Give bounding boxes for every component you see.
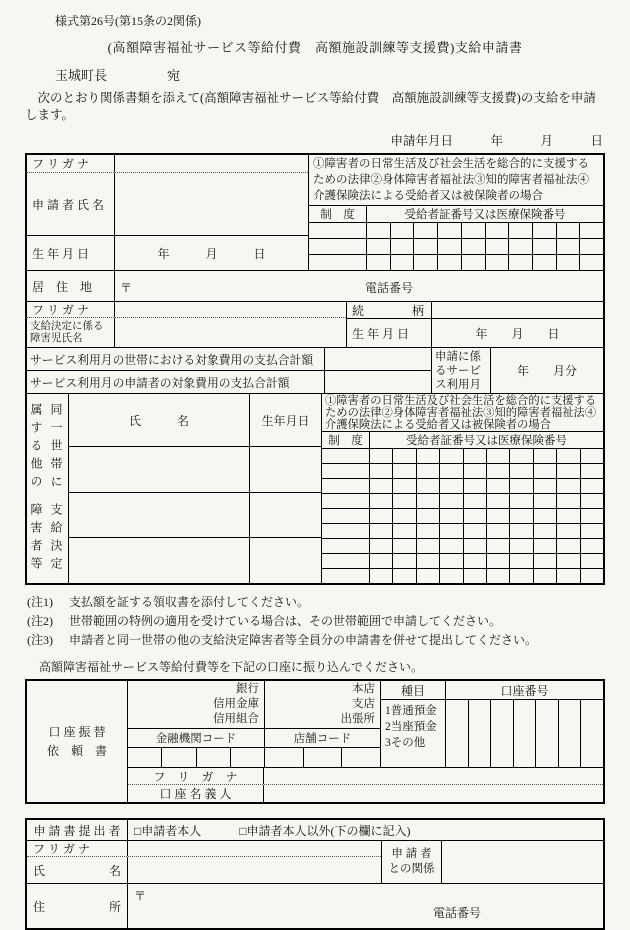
digit-box[interactable] — [416, 524, 439, 538]
digit-box[interactable] — [463, 479, 486, 493]
digit-box[interactable] — [392, 554, 415, 568]
applicant-total-label: サービス利用月の申請者の対象費用の支払合計額 — [27, 371, 325, 393]
note-item — [27, 593, 605, 612]
household-system-header: 制 度 — [328, 435, 363, 447]
branch-type-option: 出張所 — [340, 713, 375, 725]
child-section — [27, 301, 603, 347]
bank-type-option: 信用組合 — [213, 713, 259, 725]
digit-box[interactable] — [446, 700, 468, 767]
digit-box[interactable] — [580, 479, 603, 493]
digit-box[interactable] — [392, 569, 415, 583]
digit-box[interactable] — [439, 464, 462, 478]
system-code-input[interactable] — [322, 479, 369, 493]
digit-box[interactable] — [416, 539, 439, 553]
digit-box[interactable] — [439, 494, 462, 508]
digit-box[interactable] — [580, 700, 603, 767]
digit-box[interactable] — [369, 539, 392, 553]
system-code-input[interactable] — [309, 255, 366, 270]
digit-box[interactable] — [416, 494, 439, 508]
note-text: 支払額を証する領収書を添付してください。 — [69, 595, 310, 609]
digit-box[interactable] — [392, 524, 415, 538]
digit-row — [322, 463, 603, 478]
digit-box[interactable] — [369, 449, 392, 463]
digit-box[interactable] — [509, 524, 532, 538]
child-furigana-input[interactable] — [115, 302, 346, 317]
branch-code-boxes — [265, 747, 380, 767]
applicant-total-input[interactable] — [325, 371, 431, 393]
digit-box[interactable] — [556, 464, 579, 478]
note-item — [27, 631, 605, 650]
household-cert-number-header: 受給者証番号又は医療保険番号 — [369, 432, 603, 448]
account-furigana-input[interactable] — [264, 768, 603, 784]
account-holder-input[interactable] — [264, 785, 603, 802]
branch-name-input[interactable] — [265, 681, 380, 728]
digit-box[interactable] — [579, 255, 603, 270]
digit-box[interactable] — [556, 255, 580, 270]
digit-box[interactable] — [508, 239, 532, 254]
system-code-input[interactable] — [309, 239, 366, 254]
digit-box[interactable] — [486, 554, 509, 568]
household-total-input[interactable] — [325, 348, 431, 370]
residence-label: 居 住 地 — [27, 271, 115, 301]
digit-box[interactable] — [486, 449, 509, 463]
relation-input[interactable] — [432, 302, 603, 318]
child-name-input[interactable] — [115, 318, 346, 347]
digit-box[interactable] — [580, 509, 603, 523]
service-month-input[interactable]: 年 月分 — [516, 364, 577, 378]
application-date-line: 申請年月日 年 月 日 — [390, 134, 603, 148]
digit-box[interactable] — [416, 449, 439, 463]
digit-box[interactable] — [128, 748, 161, 767]
system-code-input[interactable] — [322, 524, 369, 538]
submitter-name-input[interactable] — [128, 857, 381, 883]
note-text: 世帯範囲の特例の適用を受けている場合は、その世帯範囲で申請してください。 — [69, 614, 502, 628]
household-digit-grid — [322, 448, 603, 583]
applicant-digit-grid — [309, 222, 603, 270]
digit-box[interactable] — [463, 569, 486, 583]
digit-box[interactable] — [533, 464, 556, 478]
digit-row — [322, 508, 603, 523]
digit-box[interactable] — [533, 524, 556, 538]
system-code-input[interactable] — [322, 539, 369, 553]
account-holder-label: 口 座 名 義 人 — [128, 785, 264, 802]
account-type-option[interactable]: 3その他 — [385, 737, 426, 749]
digit-box[interactable] — [556, 449, 579, 463]
form-number: 様式第26号(第15条の2関係) — [55, 14, 201, 28]
digit-box[interactable] — [463, 554, 486, 568]
digit-box[interactable] — [437, 223, 461, 238]
digit-box[interactable] — [556, 479, 579, 493]
digit-row — [309, 222, 603, 238]
digit-box[interactable] — [509, 464, 532, 478]
digit-box[interactable] — [439, 479, 462, 493]
applicant-legal-notice: ①障害者の日常生活及び社会生活を総合的に支援するための法律②身体障害者福祉法③知的障害者福祉法④介護保険法による受給者又は被保険者の場合 — [313, 158, 589, 202]
vertical-label-line-left: 支給決定障害者等 — [29, 502, 63, 575]
submitter-address-input[interactable] — [128, 884, 603, 928]
digit-box[interactable] — [486, 524, 509, 538]
digit-box[interactable] — [556, 554, 579, 568]
applicant-cert-number-header: 受給者証番号又は医療保険番号 — [366, 206, 603, 222]
digit-box[interactable] — [556, 509, 579, 523]
digit-box[interactable] — [230, 748, 264, 767]
digit-box[interactable] — [413, 239, 437, 254]
digit-box[interactable] — [392, 479, 415, 493]
digit-box[interactable] — [461, 239, 485, 254]
digit-box[interactable] — [369, 494, 392, 508]
digit-box[interactable] — [369, 524, 392, 538]
digit-box[interactable] — [486, 509, 509, 523]
digit-box[interactable] — [366, 239, 390, 254]
notes-list — [25, 593, 605, 650]
digit-box[interactable] — [533, 479, 556, 493]
account-type-options[interactable] — [381, 699, 445, 767]
addressee-line — [55, 65, 605, 84]
system-code-input[interactable] — [322, 554, 369, 568]
note-number: (注3) — [27, 633, 53, 647]
digit-box[interactable] — [390, 255, 414, 270]
digit-box[interactable] — [366, 223, 390, 238]
digit-box[interactable] — [533, 509, 556, 523]
digit-box[interactable] — [579, 223, 603, 238]
account-number-header: 口座番号 — [500, 683, 549, 698]
digit-box[interactable] — [485, 223, 509, 238]
digit-box[interactable] — [463, 464, 486, 478]
member-birthdate-input[interactable] — [250, 537, 321, 583]
digit-row — [322, 568, 603, 583]
account-type-option[interactable]: 2当座預金 — [385, 721, 437, 733]
member-name-input[interactable] — [69, 446, 249, 492]
digit-box[interactable] — [366, 255, 390, 270]
applicant-furigana-label: フ リ ガ ナ — [27, 155, 115, 172]
account-number-boxes — [446, 699, 603, 767]
digit-row — [322, 553, 603, 568]
household-vertical-label — [27, 394, 69, 583]
digit-box[interactable] — [580, 464, 603, 478]
submitter-relation-input[interactable] — [441, 841, 603, 883]
digit-box[interactable] — [509, 554, 532, 568]
digit-box[interactable] — [413, 223, 437, 238]
digit-box[interactable] — [341, 748, 380, 767]
digit-row — [322, 523, 603, 538]
digit-box[interactable] — [416, 569, 439, 583]
digit-box[interactable] — [508, 223, 532, 238]
member-name-header: 氏 名 — [128, 413, 189, 428]
digit-box[interactable] — [532, 239, 556, 254]
digit-box[interactable] — [556, 223, 580, 238]
digit-box[interactable] — [486, 569, 509, 583]
note-text: 申請者と同一世帯の他の支給決定障害者等全員分の申請書を併せて提出してください。 — [69, 633, 538, 647]
digit-box[interactable] — [556, 539, 579, 553]
bank-type-option: 信用金庫 — [213, 698, 259, 710]
digit-box[interactable] — [509, 569, 532, 583]
bank-type-option: 銀行 — [236, 683, 259, 695]
submitter-table — [25, 818, 605, 930]
digit-box[interactable] — [558, 700, 581, 767]
member-birthdate-input[interactable] — [250, 492, 321, 538]
branch-type-option: 支店 — [352, 698, 375, 710]
digit-box[interactable] — [490, 700, 513, 767]
branch-type-option: 本店 — [352, 683, 375, 695]
digit-box[interactable] — [392, 539, 415, 553]
digit-box[interactable] — [392, 494, 415, 508]
bank-code-boxes — [128, 747, 264, 767]
digit-box[interactable] — [486, 464, 509, 478]
digit-box[interactable] — [580, 524, 603, 538]
vertical-label-line-right: 同一世帯に属する他の — [29, 403, 63, 494]
system-code-input[interactable] — [322, 569, 369, 583]
applicant-name-input[interactable] — [115, 173, 308, 235]
digit-box[interactable] — [416, 479, 439, 493]
submitter-relation-label: 申 請 者 との関係 — [381, 841, 441, 883]
digit-box[interactable] — [485, 239, 509, 254]
digit-box[interactable] — [439, 449, 462, 463]
account-type-option[interactable]: 1普通預金 — [385, 705, 437, 717]
addressee-name: 玉城町長 — [55, 68, 108, 83]
digit-box[interactable] — [580, 569, 603, 583]
digit-box[interactable] — [303, 748, 342, 767]
body-paragraph: 次のとおり関係書類を添えて(高額障害福祉サービス等給付費 高額施設訓練等支援費)の支給を申請します。 — [25, 91, 596, 122]
applicant-furigana-input[interactable] — [115, 155, 308, 172]
digit-box[interactable] — [509, 509, 532, 523]
digit-box[interactable] — [508, 255, 532, 270]
digit-box[interactable] — [556, 524, 579, 538]
branch-code-label: 店舗コード — [265, 728, 380, 747]
system-code-input[interactable] — [322, 509, 369, 523]
digit-box[interactable] — [416, 464, 439, 478]
system-code-input[interactable] — [322, 464, 369, 478]
submitter-row-label: 申 請 書 提 出 者 — [27, 820, 128, 840]
digit-box[interactable] — [265, 748, 303, 767]
digit-box[interactable] — [509, 449, 532, 463]
digit-box[interactable] — [390, 239, 414, 254]
digit-box[interactable] — [533, 554, 556, 568]
digit-box[interactable] — [369, 464, 392, 478]
digit-row — [322, 538, 603, 553]
digit-box[interactable] — [580, 449, 603, 463]
digit-box[interactable] — [486, 479, 509, 493]
digit-box[interactable] — [535, 700, 558, 767]
relation-label: 続 柄 — [347, 302, 432, 318]
digit-box[interactable] — [392, 509, 415, 523]
digit-box[interactable] — [461, 255, 485, 270]
digit-box[interactable] — [463, 509, 486, 523]
child-furigana-label: フ リ ガ ナ — [27, 302, 115, 317]
digit-row — [322, 493, 603, 508]
payment-totals-section — [27, 347, 603, 393]
digit-box[interactable] — [485, 255, 509, 270]
digit-box[interactable] — [439, 539, 462, 553]
digit-box[interactable] — [439, 524, 462, 538]
member-name-input[interactable] — [69, 492, 249, 538]
digit-box[interactable] — [369, 554, 392, 568]
submitter-furigana-label: フ リ ガ ナ — [27, 841, 128, 856]
digit-box[interactable] — [196, 748, 230, 767]
digit-box[interactable] — [580, 554, 603, 568]
digit-box[interactable] — [161, 748, 195, 767]
note-item — [27, 612, 605, 631]
system-code-input[interactable] — [309, 223, 366, 238]
member-birthdate-header: 生年月日 — [261, 413, 310, 428]
system-code-input[interactable] — [322, 449, 369, 463]
digit-box[interactable] — [509, 494, 532, 508]
bank-transfer-table — [25, 679, 605, 804]
digit-box[interactable] — [392, 464, 415, 478]
digit-box[interactable] — [463, 524, 486, 538]
digit-box[interactable] — [533, 569, 556, 583]
addressee-suffix: 宛 — [167, 68, 181, 83]
digit-box[interactable] — [533, 539, 556, 553]
digit-box[interactable] — [463, 449, 486, 463]
postal-mark: 〒 — [120, 281, 133, 295]
system-code-input[interactable] — [322, 494, 369, 508]
digit-box[interactable] — [439, 569, 462, 583]
digit-box[interactable] — [369, 509, 392, 523]
digit-box[interactable] — [556, 569, 579, 583]
child-birthdate-label: 生 年 月 日 — [347, 319, 432, 347]
phone-label: 電話番号 — [365, 281, 414, 295]
bank-table-label: 口 座 振 替 依 頼 書 — [27, 681, 128, 802]
digit-box[interactable] — [532, 255, 556, 270]
checkbox-option-self[interactable]: □申請者本人 — [134, 823, 202, 838]
digit-box[interactable] — [463, 539, 486, 553]
postal-mark: 〒 — [134, 889, 147, 903]
applicant-birthdate-label: 生 年 月 日 — [27, 236, 115, 270]
main-application-table — [25, 153, 605, 585]
digit-box[interactable] — [416, 509, 439, 523]
bank-instruction: 高額障害福祉サービス等給付費等を下記の口座に振り込んでください。 — [39, 660, 424, 674]
digit-row — [322, 448, 603, 463]
digit-row — [309, 238, 603, 254]
digit-box[interactable] — [416, 554, 439, 568]
phone-label: 電話番号 — [433, 906, 482, 920]
residence-row — [27, 270, 603, 301]
digit-box[interactable] — [556, 494, 579, 508]
digit-box[interactable] — [413, 255, 437, 270]
digit-box[interactable] — [463, 494, 486, 508]
bank-name-input[interactable] — [128, 681, 264, 728]
child-birthdate-input[interactable]: 年 月 日 — [475, 326, 560, 341]
digit-box[interactable] — [513, 700, 536, 767]
service-month-label: 申請に係るサービス利用月 — [432, 348, 491, 393]
submitter-address-label: 住 所 — [27, 884, 128, 928]
household-legal-notice: ①障害者の日常生活及び社会生活を総合的に支援するための法律②身体障害者福祉法③知的障害者福祉法④介護保険法による受給者又は被保険者の場合 — [325, 395, 597, 432]
residence-input[interactable] — [115, 271, 603, 301]
digit-box[interactable] — [580, 494, 603, 508]
household-members-section — [27, 393, 603, 583]
digit-box[interactable] — [461, 223, 485, 238]
submitter-furigana-input[interactable] — [128, 841, 381, 856]
digit-box[interactable] — [468, 700, 491, 767]
digit-box[interactable] — [369, 569, 392, 583]
digit-box[interactable] — [486, 494, 509, 508]
digit-box[interactable] — [509, 539, 532, 553]
page-title: (高額障害福祉サービス等給付費 高額施設訓練等支援費)支給申請書 — [107, 40, 523, 55]
applicant-birthdate-input[interactable]: 年 月 日 — [157, 246, 266, 261]
digit-box[interactable] — [439, 554, 462, 568]
digit-box[interactable] — [390, 223, 414, 238]
child-name-label: 支給決定に係る障害児氏名 — [27, 318, 115, 347]
digit-box[interactable] — [533, 494, 556, 508]
digit-box[interactable] — [369, 479, 392, 493]
applicant-name-label: 申 請 者 氏 名 — [27, 173, 115, 235]
account-furigana-label: フ リ ガ ナ — [128, 768, 264, 784]
digit-box[interactable] — [486, 539, 509, 553]
digit-box[interactable] — [439, 509, 462, 523]
digit-box[interactable] — [509, 479, 532, 493]
bank-code-label: 金融機関コード — [128, 728, 264, 747]
digit-box[interactable] — [580, 539, 603, 553]
digit-box[interactable] — [392, 449, 415, 463]
digit-box[interactable] — [532, 223, 556, 238]
note-number: (注1) — [27, 595, 53, 609]
digit-box[interactable] — [533, 449, 556, 463]
digit-row — [322, 478, 603, 493]
household-total-label: サービス利用月の世帯における対象費用の支払合計額 — [27, 348, 325, 370]
submitter-name-label: 氏 名 — [27, 857, 128, 883]
account-type-header: 種目 — [400, 683, 425, 698]
digit-box[interactable] — [579, 239, 603, 254]
applicant-section — [27, 155, 603, 270]
digit-box[interactable] — [437, 239, 461, 254]
applicant-system-header: 制 度 — [320, 209, 355, 221]
digit-box[interactable] — [437, 255, 461, 270]
digit-row — [309, 254, 603, 270]
note-number: (注2) — [27, 614, 53, 628]
member-name-input[interactable] — [69, 537, 249, 583]
member-birthdate-input[interactable] — [250, 446, 321, 492]
digit-box[interactable] — [556, 239, 580, 254]
checkbox-option-other[interactable]: □申請者本人以外(下の欄に記入) — [239, 823, 411, 838]
